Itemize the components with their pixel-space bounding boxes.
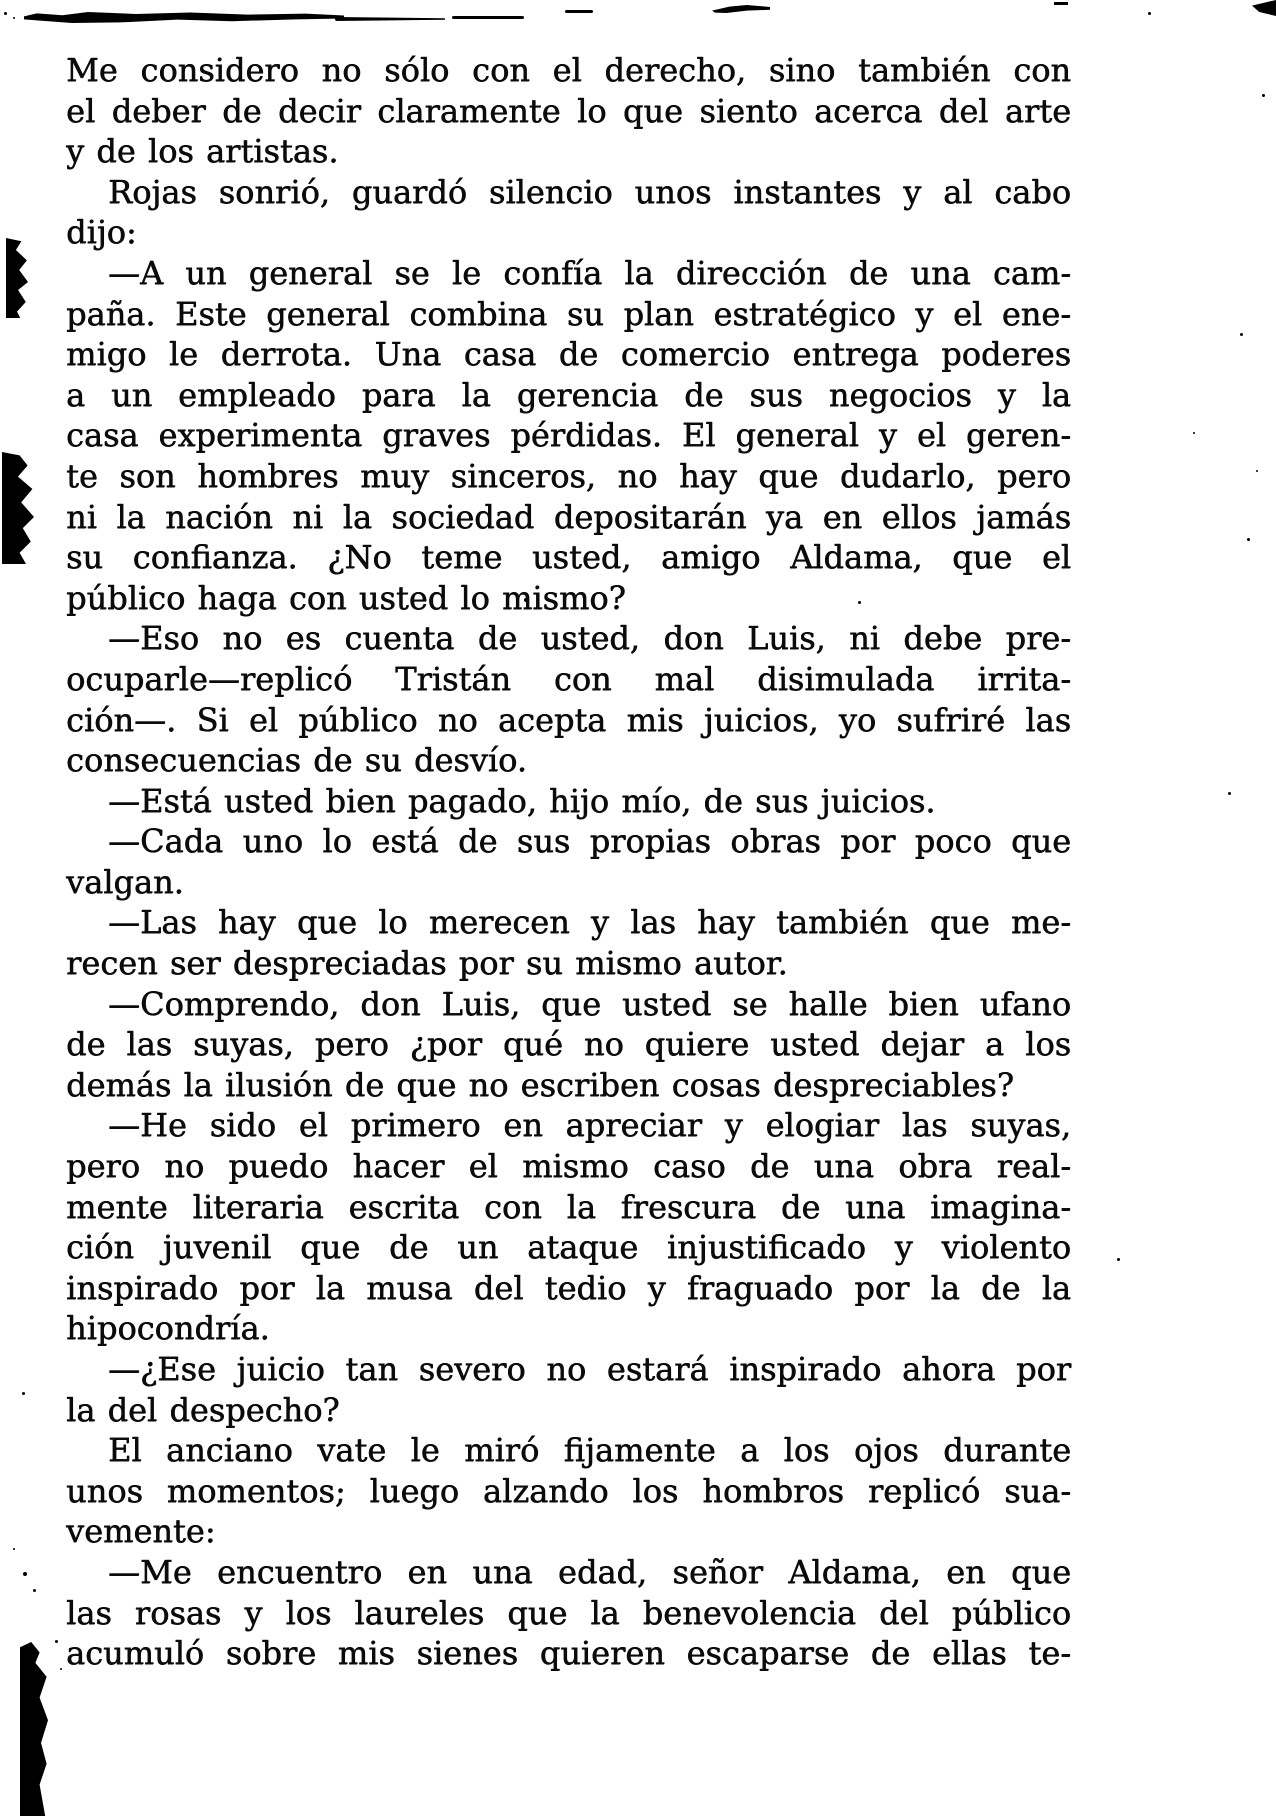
text-line: Me considero no sólo con el derecho, sino también con [66, 51, 1071, 89]
text-line: público haga con usted lo mismo? [66, 578, 626, 617]
speck [1117, 1258, 1120, 1261]
text-line: unos momentos; luego alzando los hombros replicó sua- [66, 1471, 1071, 1510]
speck [1262, 94, 1265, 97]
text-line: consecuencias de su desvío. [66, 741, 527, 780]
text-line: —Comprendo, don Luis, que usted se halle bien ufano [108, 984, 1071, 1023]
text-line: inspirado por la musa del tedio y fraguado por la de la [66, 1268, 1071, 1307]
ink-mark-top-right [1252, 0, 1276, 16]
text-line: a un empleado para la gerencia de sus negocios y la [66, 375, 1071, 414]
text-line: de las suyas, pero ¿por qué no quiere usted dejar a los [66, 1025, 1071, 1064]
text-line: —Eso no es cuenta de usted, don Luis, ni debe pre- [108, 619, 1071, 658]
ink-smudge-left-upper [6, 238, 28, 318]
text-line: migo le derrota. Una casa de comercio entrega poderes [66, 335, 1071, 374]
text-line: las rosas y los laureles que la benevolencia del público [66, 1593, 1071, 1632]
text-line: su confianza. ¿No teme usted, amigo Aldama, que el [66, 538, 1071, 577]
text-line: casa experimenta graves pérdidas. El general y el geren- [66, 416, 1071, 455]
text-line: —Me encuentro en una edad, señor Aldama, en que [108, 1552, 1071, 1591]
ink-dash-top-2 [565, 10, 593, 13]
speck [23, 1572, 27, 1576]
ink-smudge-left-middle [2, 452, 34, 564]
ink-streak-top-tail [335, 17, 445, 21]
text-line: pero no puedo hacer el mismo caso de una obra real- [66, 1147, 1071, 1186]
ink-smudge-left-bottom [20, 1642, 48, 1816]
text-line: valgan. [66, 862, 184, 901]
text-line: ción juvenil que de un ataque injustificado y violento [66, 1228, 1071, 1267]
speck [55, 1640, 58, 1643]
speck [60, 1668, 62, 1670]
text-line: —He sido el primero en apreciar y elogiar las suyas, [108, 1106, 1071, 1145]
text-line: y de los artistas. [66, 132, 339, 171]
ink-dash-top-4 [1054, 2, 1068, 5]
text-line: te son hombres muy sinceros, no hay que dudarlo, pero [66, 456, 1071, 495]
ink-dash-top-3 [712, 5, 770, 13]
text-line: la del despecho? [66, 1390, 340, 1429]
speck [13, 17, 15, 19]
text-line: hipocondría. [66, 1309, 270, 1348]
text-line: —¿Ese juicio tan severo no estará inspirado ahora por [108, 1350, 1071, 1388]
text-line: acumuló sobre mis sienes quieren escaparse de ellas te- [66, 1634, 1071, 1673]
speck [1247, 538, 1250, 541]
text-line: dijo: [66, 213, 137, 252]
text-line: El anciano vate le miró fijamente a los ojos durante [108, 1431, 1071, 1470]
speck [1148, 12, 1151, 15]
text-line: demás la ilusión de que no escriben cosas despreciables? [66, 1065, 1014, 1104]
text-line: paña. Este general combina su plan estratégico y el ene- [66, 294, 1071, 333]
speck [13, 1548, 15, 1550]
speck [33, 1589, 36, 1592]
text-line: ni la nación ni la sociedad depositarán ya en ellos jamás [66, 497, 1071, 536]
ink-dash-top-1 [452, 16, 524, 19]
text-line: vemente: [66, 1512, 216, 1551]
text-line: —Cada uno lo está de sus propias obras por poco que [108, 822, 1071, 861]
speck [1256, 470, 1258, 472]
text-block [66, 50, 1071, 1674]
text-line: mente literaria escrita con la frescura de una imagina- [66, 1187, 1071, 1226]
ink-streak-top [24, 11, 344, 23]
text-line: ocuparle—replicó Tristán con mal disimulada irrita- [66, 659, 1071, 698]
speck [4, 12, 7, 15]
speck [1240, 333, 1243, 336]
text-line: el deber de decir claramente lo que siento acerca del arte [66, 91, 1071, 130]
speck [1193, 432, 1195, 434]
speck [1228, 792, 1231, 795]
text-line: —Las hay que lo merecen y las hay también que me- [108, 903, 1071, 942]
text-line: recen ser despreciadas por su mismo autor. [66, 944, 788, 983]
text-line: —Está usted bien pagado, hijo mío, de sus juicios. [108, 781, 936, 820]
text-line: Rojas sonrió, guardó silencio unos instantes y al cabo [108, 172, 1071, 211]
text-line: ción—. Si el público no acepta mis juicios, yo sufriré las [66, 700, 1071, 739]
text-line: —A un general se le confía la dirección de una cam- [108, 253, 1071, 292]
speck [22, 1392, 25, 1395]
